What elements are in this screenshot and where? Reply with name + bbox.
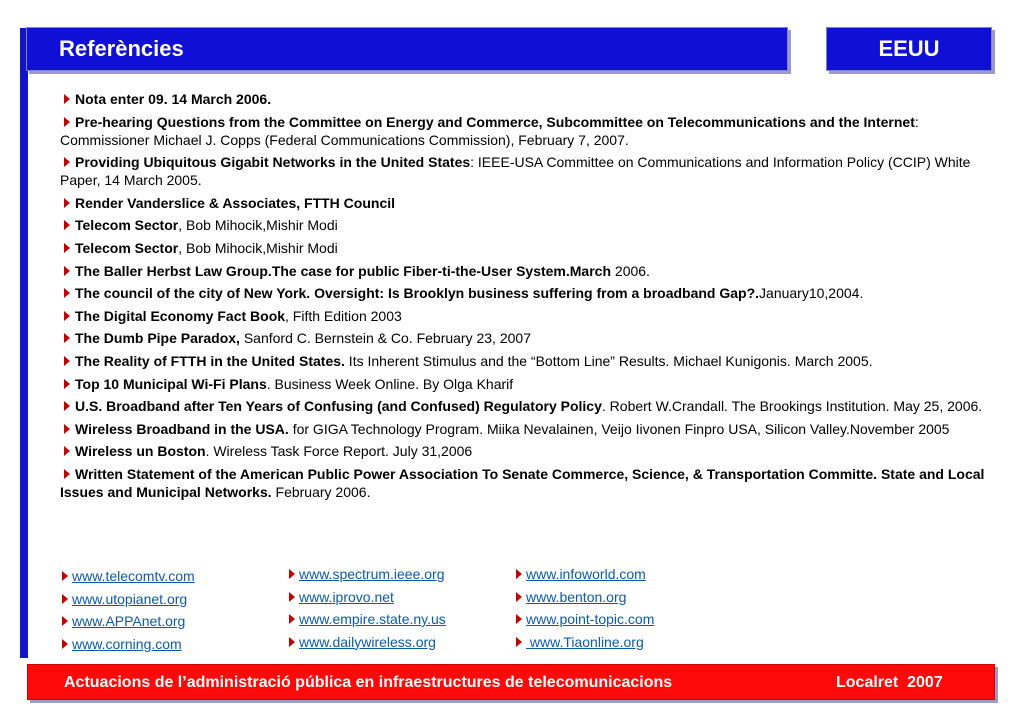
bullet-arrow-icon (62, 571, 68, 581)
bullet-arrow-icon (64, 198, 70, 208)
reference-item (60, 465, 995, 501)
bullet-arrow-icon (64, 401, 70, 411)
link-spectrum-ieee[interactable]: www.spectrum.ieee.org (299, 566, 445, 582)
reference-item (60, 113, 995, 149)
bullet-arrow-icon (64, 243, 70, 253)
links-column-2 (289, 566, 446, 656)
reference-title: Wireless un Boston (75, 443, 206, 460)
link-item (516, 611, 654, 634)
link-item (289, 566, 446, 589)
link-tiaonline[interactable]: www.Tiaonline.org (526, 633, 644, 650)
reference-detail: February 2006. (271, 483, 371, 500)
reference-title: The Baller Herbst Law Group.The case for public Fiber-ti-the-User System.March (75, 262, 612, 279)
reference-list (60, 90, 995, 506)
bullet-arrow-icon (64, 356, 70, 366)
bullet-arrow-icon (64, 117, 70, 127)
reference-title: Nota enter 09. 14 March 2006. (75, 91, 272, 107)
reference-title: Render Vanderslice & Associates, FTTH Council (75, 194, 396, 211)
link-item (62, 636, 195, 659)
reference-detail: Sanford C. Bernstein & Co. February 23, 2007 (239, 330, 531, 347)
bullet-arrow-icon (516, 569, 522, 579)
footer-source: Localret 2007 (836, 674, 943, 691)
reference-detail: 2006. (611, 262, 650, 279)
links-column-3 (516, 566, 654, 656)
reference-item (60, 307, 995, 325)
reference-item (60, 352, 995, 370)
link-item (62, 568, 195, 591)
reference-detail: , Fifth Edition 2003 (285, 307, 402, 324)
bullet-arrow-icon (516, 592, 522, 602)
bullet-arrow-icon (64, 266, 70, 276)
link-corning[interactable]: www.corning.com (72, 635, 182, 652)
reference-detail: . Business Week Online. By Olga Kharif (266, 375, 514, 392)
reference-item (60, 153, 995, 189)
bullet-arrow-icon (64, 288, 70, 298)
reference-title: The Digital Economy Fact Book (75, 307, 286, 324)
link-dailywireless[interactable]: www.dailywireless.org (299, 633, 436, 650)
link-item (516, 566, 654, 589)
country-banner (826, 27, 992, 71)
reference-item (60, 262, 995, 280)
bullet-arrow-icon (62, 594, 68, 604)
bullet-arrow-icon (289, 614, 295, 624)
reference-title: Pre-hearing Questions from the Committee on Energy and Commerce, Subcommittee on Telecommunications and the Internet (75, 113, 915, 130)
reference-detail: , Bob Mihocik,Mishir Modi (178, 239, 338, 256)
reference-detail: . Robert W.Crandall. The Brookings Institution. May 25, 2006. (601, 398, 983, 415)
link-item (516, 634, 654, 657)
reference-title: The Dumb Pipe Paradox, (75, 330, 240, 347)
link-point-topic[interactable]: www.point-topic.com (526, 611, 655, 627)
left-accent-bar (20, 28, 28, 658)
bullet-arrow-icon (64, 311, 70, 321)
link-item (62, 591, 195, 614)
link-item (516, 589, 654, 612)
reference-item (60, 375, 995, 393)
bullet-arrow-icon (64, 469, 70, 479)
link-iprovo[interactable]: www.iprovo.net (299, 588, 394, 605)
reference-item (60, 397, 995, 415)
reference-detail: January10,2004. (759, 285, 864, 302)
links-column-1 (62, 568, 195, 658)
link-item (62, 613, 195, 636)
reference-detail: , Bob Mihocik,Mishir Modi (178, 217, 338, 234)
reference-title: Telecom Sector (75, 217, 179, 234)
reference-detail: : Commissioner Michael J. Copps (Federal Communications Commission), February 7, 2007. (60, 113, 919, 148)
reference-item (60, 239, 995, 257)
bullet-arrow-icon (64, 157, 70, 167)
bullet-arrow-icon (516, 637, 522, 647)
bullet-arrow-icon (64, 424, 70, 434)
reference-title: Top 10 Municipal Wi-Fi Plans (75, 375, 267, 392)
reference-title: The council of the city of New York. Oversight: Is Brooklyn business suffering from a broadband Gap?. (75, 285, 760, 302)
link-empire-state[interactable]: www.empire.state.ny.us (299, 611, 446, 627)
reference-item (60, 194, 995, 212)
link-benton[interactable]: www.benton.org (526, 588, 627, 605)
link-appanet[interactable]: www.APPAnet.org (72, 613, 186, 629)
bullet-arrow-icon (62, 639, 68, 649)
reference-title: Providing Ubiquitous Gigabit Networks in the United States (75, 154, 471, 171)
bullet-arrow-icon (64, 94, 70, 104)
reference-detail: Its Inherent Stimulus and the “Bottom Line” Results. Michael Kunigonis. March 2005. (344, 352, 873, 369)
bullet-arrow-icon (64, 220, 70, 230)
reference-detail: for GIGA Technology Program. Miika Nevalainen, Veijo Iivonen Finpro USA, Silicon Valley.November 2005 (288, 420, 950, 437)
bullet-arrow-icon (516, 614, 522, 624)
reference-item (60, 216, 995, 234)
footer-caption: Actuacions de l’administració pública en infraestructures de telecomunicacions (64, 674, 673, 691)
reference-title: Telecom Sector (75, 239, 179, 256)
reference-detail: : IEEE-USA Committee on Communications and Information Policy (CCIP) White Paper, 14 March 2005. (60, 154, 971, 189)
reference-title: Wireless Broadband in the USA. (75, 420, 289, 437)
link-item (289, 611, 446, 634)
reference-item (60, 329, 995, 347)
reference-item (60, 420, 995, 438)
bullet-arrow-icon (289, 592, 295, 602)
reference-item (60, 284, 995, 302)
footer-banner (27, 664, 995, 700)
link-infoworld[interactable]: www.infoworld.com (526, 566, 646, 582)
country-label: EEUU (878, 36, 940, 61)
title-banner (26, 27, 788, 71)
reference-item (60, 442, 995, 460)
link-telecomtv[interactable]: www.telecomtv.com (72, 568, 195, 584)
bullet-arrow-icon (64, 446, 70, 456)
bullet-arrow-icon (289, 569, 295, 579)
bullet-arrow-icon (64, 333, 70, 343)
reference-item (60, 90, 995, 108)
reference-title: The Reality of FTTH in the United States. (75, 352, 345, 369)
link-item (289, 589, 446, 612)
bullet-arrow-icon (62, 616, 68, 626)
bullet-arrow-icon (289, 637, 295, 647)
link-utopianet[interactable]: www.utopianet.org (72, 590, 188, 607)
reference-title: Written Statement of the American Public Power Association To Senate Commerce, Science, & Transportation Committe. State and Local Issues and Municipal Networks. (60, 465, 985, 500)
reference-title: U.S. Broadband after Ten Years of Confusing (and Confused) Regulatory Policy (75, 398, 602, 415)
reference-detail: . Wireless Task Force Report. July 31,2006 (205, 443, 473, 460)
page-title: Referències (59, 36, 184, 61)
bullet-arrow-icon (64, 379, 70, 389)
link-item (289, 634, 446, 657)
